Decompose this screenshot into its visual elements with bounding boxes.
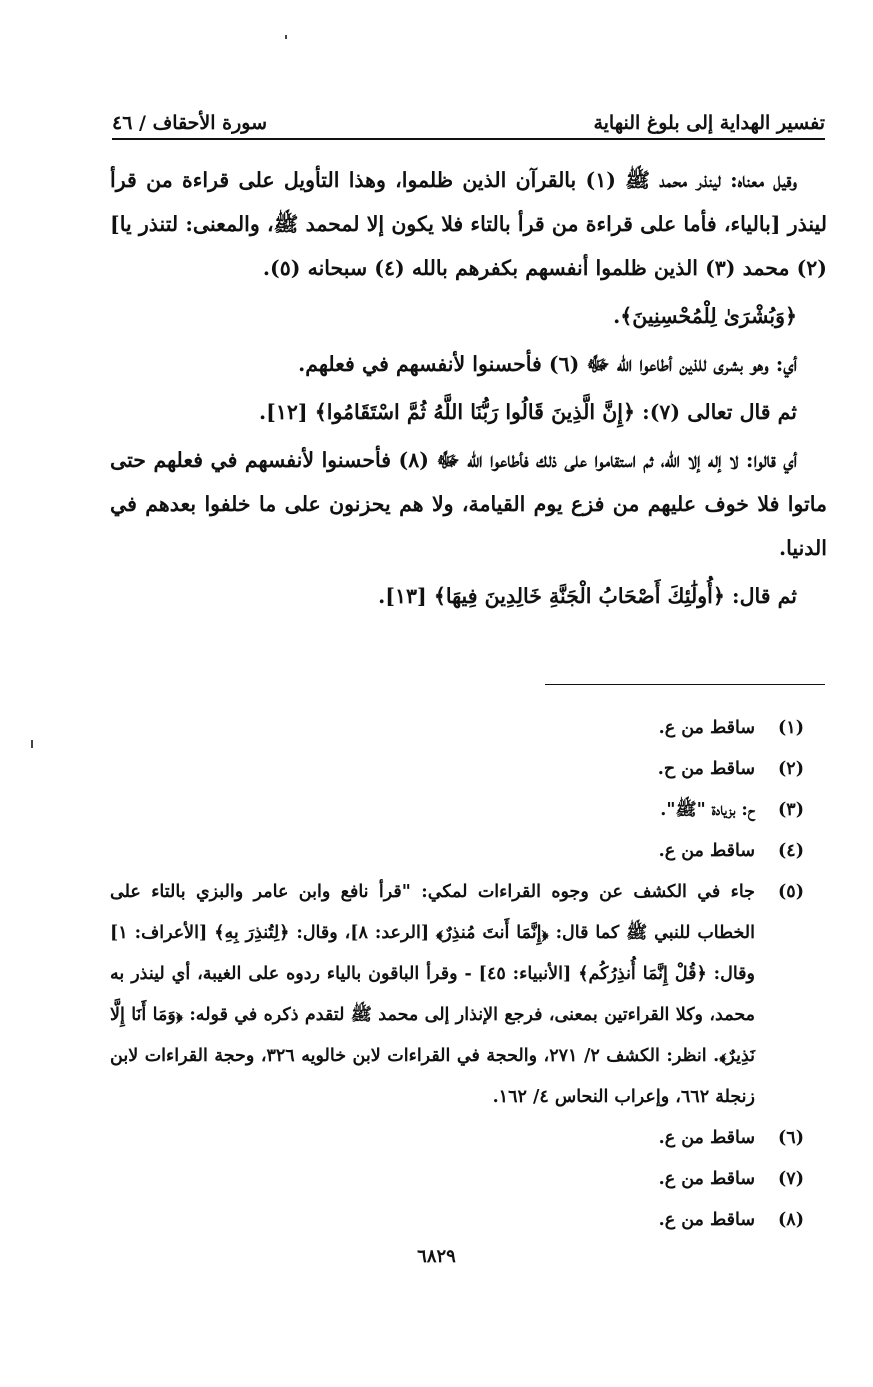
footnotes — [110, 708, 827, 1241]
footnote-text: ساقط من ع. — [658, 1210, 755, 1230]
footnote-number: (٥) — [778, 882, 804, 902]
footnote — [110, 1200, 827, 1241]
footnote-text: ساقط من ع. — [658, 841, 755, 861]
paragraph: ثم قال تعالى (٧): ﴿إِنَّ الَّذِينَ قَالُوا رَبُّنَا اللَّهُ ثُمَّ اسْتَقَامُوا﴾ [١٢]. — [259, 400, 797, 424]
footnote — [110, 708, 827, 749]
book-title: تفسير الهداية إلى بلوغ النهاية — [593, 112, 825, 134]
footnote-text: ساقط من ح. — [657, 759, 755, 779]
footnote — [110, 1118, 827, 1159]
footnote — [110, 872, 827, 1118]
paragraph: ثم قال: ﴿أُولَٰئِكَ أَصْحَابُ الْجَنَّةِ خَالِدِينَ فِيهَا﴾ [١٣]. — [378, 584, 797, 608]
quran-verse: ﴿وَبُشْرَىٰ لِلْمُحْسِنِينَ﴾. — [613, 304, 797, 328]
paragraph: أي: وهو بشرى للذين أطاعوا الله ﷻ (٦) فأحسنوا لأنفسهم في فعلهم. — [298, 352, 797, 376]
footnote-number: (٦) — [778, 1128, 804, 1148]
footnote — [110, 831, 827, 872]
footnote-text: ساقط من ع. — [658, 718, 755, 738]
footnote-number: (٣) — [778, 800, 804, 820]
footnote — [110, 1159, 827, 1200]
footnote-number: (٤) — [778, 841, 804, 861]
page-number: ٦٨٢٩ — [417, 1246, 456, 1267]
footnote-number: (١) — [778, 718, 804, 738]
paragraph: أي قالوا: لا إله إلا الله، ثم استقاموا على ذلك فأطاعوا الله ﷻ (٨) فأحسنوا لأنفسهم في فعلهم حتى ماتوا فلا خوف عليهم من فزع يوم القيامة، ولا هم يحزنون على ما خلفوا بعدهم في الدنيا. — [110, 448, 827, 560]
main-text — [110, 158, 827, 618]
scan-speck — [31, 740, 33, 748]
paragraph: وقيل معناه: لينذر محمد ﷺ (١) بالقرآن الذين ظلموا، وهذا التأويل على قراءة من قرأ لينذر [بالياء، فأما على قراءة من قرأ بالتاء فلا يكون إلا لمحمد ﷺ، والمعنى: لتنذر يا] (٢) محمد (٣) الذين ظلموا أنفسهم بكفرهم بالله (٤) سبحانه (٥). — [110, 168, 827, 280]
footnote — [110, 749, 827, 790]
footnote-text: ساقط من ع. — [658, 1128, 755, 1148]
footnote — [110, 790, 827, 831]
scan-speck — [285, 35, 287, 39]
surah-title: سورة الأحقاف / ٤٦ — [112, 112, 268, 134]
footnote-text: ح: بزيادة "ﷺ". — [660, 800, 755, 820]
footnote-text: ساقط من ع. — [658, 1169, 755, 1189]
footnote-separator — [545, 684, 825, 685]
footnote-text: جاء في الكشف عن وجوه القراءات لمكي: "قرأ نافع وابن عامر والبزي بالتاء على الخطاب للنبي ﷺ كما قال: ﴿إِنَّمَا أَنتَ مُنذِرٌ﴾ [الرعد: ٨]، وقال: ﴿لِتُنذِرَ بِهِ﴾ [الأعراف: ١] وقال: ﴿قُلْ إِنَّمَا أُنذِرُكُم﴾ [الأنبياء: ٤٥] - وقرأ الباقون بالياء ردوه على الغيبة، أي لينذر به محمد، وكلا القراءتين بمعنى، فرجع الإنذار إلى محمد ﷺ لتقدم ذكره في قوله: ﴿وَمَا أَنَا إِلَّا نَذِيرٌ﴾. انظر: الكشف ٢/ ٢٧١، والحجة في القراءات لابن خالويه ٣٢٦، وحجة القراءات لابن زنجلة ٦٦٢، وإعراب النحاس ٤/ ١٦٢. — [110, 882, 756, 1107]
footnote-number: (٢) — [778, 759, 804, 779]
running-header — [112, 96, 825, 140]
footnote-number: (٨) — [778, 1210, 804, 1230]
footnote-number: (٧) — [778, 1169, 804, 1189]
